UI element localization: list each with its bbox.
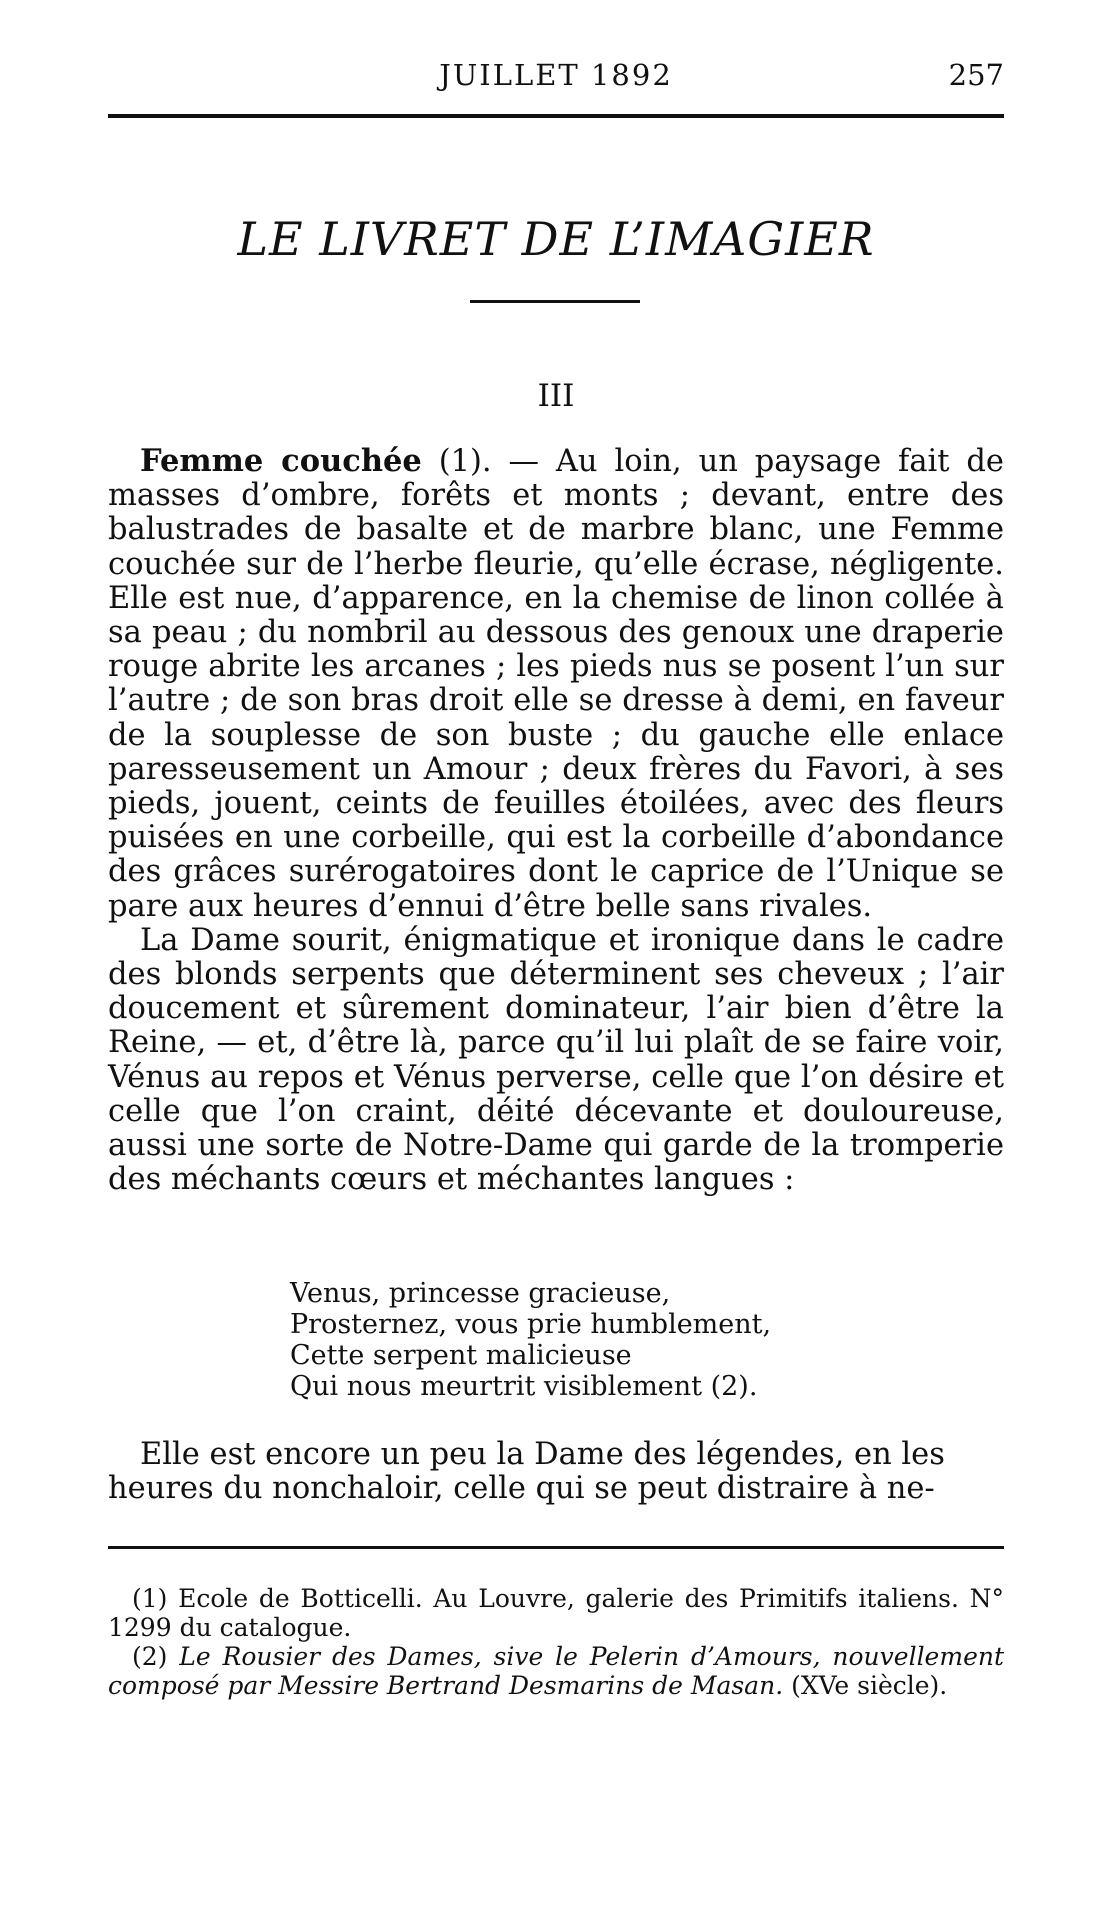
paragraph-3-line-1: Elle est encore un peu la Dame des légendes, en les xyxy=(140,1437,945,1472)
article-title: LE LIVRET DE L’IMAGIER xyxy=(237,212,875,266)
footnote-2-number: (2) xyxy=(132,1642,180,1671)
footnote-2 xyxy=(108,1642,1004,1700)
paragraph-1-heading: Femme couchée xyxy=(140,443,422,479)
title-rule xyxy=(470,300,640,303)
verse-line: Cette serpent malicieuse xyxy=(290,1340,632,1371)
section-number: III xyxy=(537,378,575,414)
footnote-2-source-title: Le Rousier des Dames, sive le Pelerin d’Amours, nouvellement composé par Messire Bertrand Desmarins de Masan. xyxy=(108,1642,1005,1700)
article-body xyxy=(108,444,1004,1197)
header-rule xyxy=(108,114,1004,118)
footnote-2-date: (XVe siècle). xyxy=(783,1671,948,1700)
paragraph-3-line-2: heures du nonchaloir, celle qui se peut distraire à ne- xyxy=(108,1471,935,1507)
verse-line: Venus, princesse gracieuse, xyxy=(290,1278,671,1309)
page-number: 257 xyxy=(948,58,1004,92)
paragraph-1 xyxy=(108,444,1004,924)
verse-line: Prosternez, vous prie humblement, xyxy=(290,1309,772,1340)
footnotes xyxy=(108,1584,1004,1700)
paragraph-2: La Dame sourit, énigmatique et ironique dans le cadre des blonds serpents que déterminent ses cheveux ; l’air doucement et sûrement dominateur, l’air bien d’être la Reine, — et, d’être là, parce qu’il lui plaît de se faire voir, Vénus au repos et Vénus perverse, celle que l’on désire et celle que l’on craint, déité décevante et douloureuse, aussi une sorte de Notre-Dame qui garde de la tromperie des méchants cœurs et méchantes langues : xyxy=(108,922,1004,1198)
running-title: JUILLET 1892 xyxy=(439,58,673,92)
paragraph-3 xyxy=(108,1438,1004,1506)
footnote-1: (1) Ecole de Botticelli. Au Louvre, galerie des Primitifs italiens. N° 1299 du catalogue. xyxy=(108,1584,1004,1642)
footnote-rule xyxy=(108,1546,1004,1549)
verse-quote xyxy=(290,1278,890,1402)
running-head xyxy=(108,58,1004,98)
verse-line: Qui nous meurtrit visiblement (2). xyxy=(290,1371,758,1402)
paragraph-1-text: (1). — Au loin, un paysage fait de masses d’ombre, forêts et monts ; devant, entre des balustrades de basalte et de marbre blanc, une Femme couchée sur de l’herbe fleurie, qu’elle écrase, négligente. Elle est nue, d’apparence, en la chemise de linon collée à sa peau ; du nombril au dessous des genoux une draperie rouge abrite les arcanes ; les pieds nus se posent l’un sur l’autre ; de son bras droit elle se dresse à demi, en faveur de la souplesse de son buste ; du gauche elle enlace paresseusement un Amour ; deux frères du Favori, à ses pieds, jouent, ceints de feuilles étoilées, avec des fleurs puisées en une corbeille, qui est la corbeille d’abondance des grâces surérogatoires dont le caprice de l’Unique se pare aux heures d’ennui d’être belle sans rivales. xyxy=(108,444,1004,924)
